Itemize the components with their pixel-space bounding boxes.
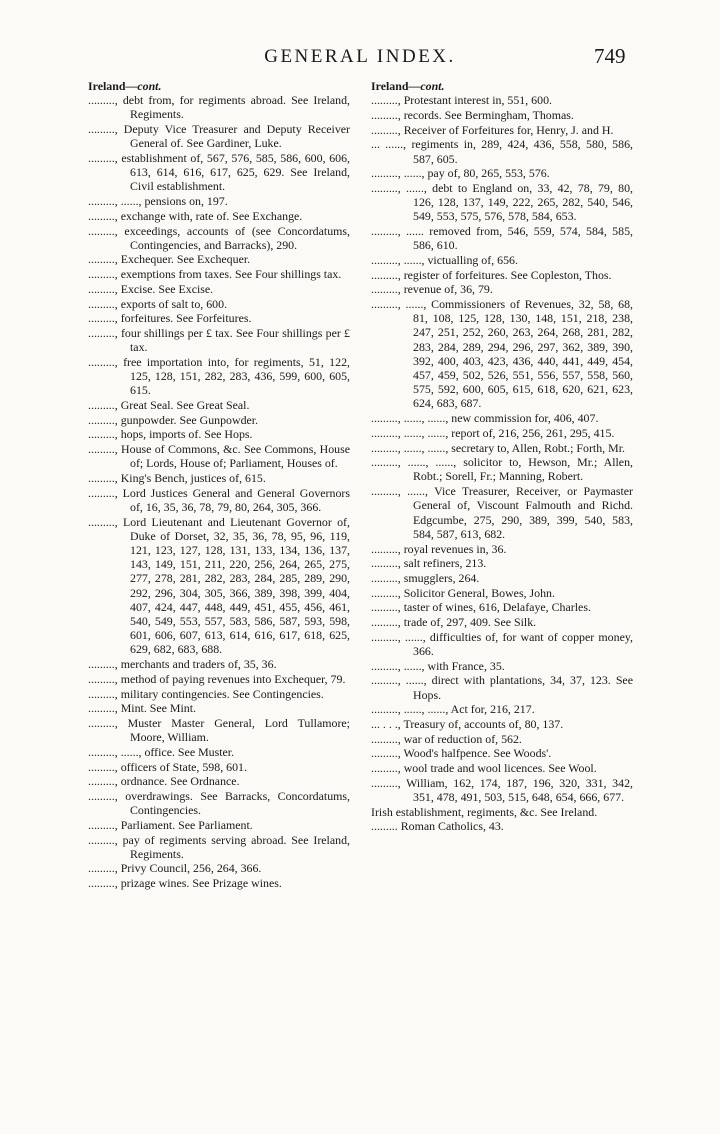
index-entry: ........., establishment of, 567, 576, 585, 586, 600, 606, 613, 614, 616, 617, 625, 629. See Ireland, Civil establishment.	[88, 151, 350, 194]
index-entry: ........., exceedings, accounts of (see Concordatums, Contingencies, and Barracks), 290.	[88, 223, 350, 252]
index-entries-left	[88, 93, 350, 890]
index-entry: ........., ......, victualling of, 656.	[371, 252, 518, 267]
index-entry: ........., officers of State, 598, 601.	[88, 759, 247, 774]
index-entry: ........., royal revenues in, 36.	[371, 541, 507, 556]
index-entry: ........., taster of wines, 616, Delafaye, Charles.	[371, 600, 591, 615]
index-entry: ........., pay of regiments serving abroad. See Ireland, Regiments.	[88, 832, 350, 861]
index-entry: ........., debt from, for regiments abroad. See Ireland, Regiments.	[88, 93, 350, 122]
index-entry: ........., ......, pay of, 80, 265, 553, 576.	[371, 166, 550, 181]
index-entry: ........., gunpowder. See Gunpowder.	[88, 412, 259, 427]
index-entry: ........., ordnance. See Ordnance.	[88, 774, 240, 789]
index-entry: Irish establishment, regiments, &c. See Ireland.	[371, 804, 598, 819]
index-entry: ........., ......, Vice Treasurer, Receiver, or Paymaster General of, Viscount Falmouth and Richd. Edgcumbe, 275, 290, 389, 399, 540, 583, 584, 587, 613, 682.	[371, 484, 633, 541]
index-entry: ........., records. See Bermingham, Thomas.	[371, 107, 574, 122]
index-entry: ........., smugglers, 264.	[371, 570, 480, 585]
index-entry: ........., Lord Lieutenant and Lieutenant Governor of, Duke of Dorset, 32, 35, 36, 78, 95, 96, 119, 121, 123, 127, 128, 131, 133, 134, 136, 137, 143, 149, 151, 211, 220, 256, 264, 265, 275, 277, 278, 281, 282, 283, 284, 285, 289, 290, 292, 296, 304, 305, 366, 389, 398, 399, 404, 407, 424, 447, 448, 449, 451, 455, 456, 461, 540, 549, 553, 557, 583, 586, 587, 593, 598, 601, 606, 607, 613, 614, 616, 617, 618, 625, 629, 682, 683, 688.	[88, 514, 350, 657]
index-entry: ........., ......, ......, secretary to, Allen, Robt.; Forth, Mr.	[371, 440, 625, 455]
index-entry: ........., ......, ......, new commission for, 406, 407.	[371, 411, 599, 426]
index-entry: ........., Lord Justices General and General Governors of, 16, 35, 36, 78, 79, 80, 264, 305, 366.	[88, 485, 350, 514]
page-number: 749	[594, 44, 626, 68]
page-header-title: GENERAL INDEX.	[264, 46, 456, 67]
continuation-heading	[371, 79, 633, 93]
continuation-marker: —cont.	[125, 79, 162, 93]
index-column-right	[371, 79, 633, 834]
index-entry: ........., ......, direct with plantations, 34, 37, 123. See Hops.	[371, 673, 633, 702]
index-entry: ........., Receiver of Forfeitures for, Henry, J. and H.	[371, 122, 614, 137]
index-entry: ........., House of Commons, &c. See Commons, House of; Lords, House of; Parliament, Houses of.	[88, 442, 350, 471]
index-entry: ........., ......, ......, solicitor to, Hewson, Mr.; Allen, Robt.; Sorell, Fr.; Manning, Robert.	[371, 455, 633, 484]
index-entry: ........., ......, difficulties of, for want of copper money, 366.	[371, 629, 633, 658]
index-entry: ........., war of reduction of, 562.	[371, 731, 522, 746]
index-entry: ........., Protestant interest in, 551, 600.	[371, 93, 552, 108]
index-entry: ........., ......, ......, Act for, 216, 217.	[371, 702, 535, 717]
continuation-heading-label: Ireland	[88, 79, 126, 93]
index-entry: ... ......, regiments in, 289, 424, 436, 558, 580, 586, 587, 605.	[371, 137, 633, 166]
index-entry: ........., King's Bench, justices of, 615.	[88, 470, 266, 485]
index-entry: ........., Wood's halfpence. See Woods'.	[371, 746, 552, 761]
continuation-heading	[88, 79, 350, 93]
index-entry: ........., Deputy Vice Treasurer and Deputy Receiver General of. See Gardiner, Luke.	[88, 122, 350, 151]
index-entry: ........., ......, office. See Muster.	[88, 744, 235, 759]
index-entry: ........., Mint. See Mint.	[88, 701, 197, 716]
index-entry: ........., free importation into, for regiments, 51, 122, 125, 128, 151, 282, 283, 436, 599, 600, 605, 615.	[88, 354, 350, 398]
index-column-left	[88, 79, 350, 891]
index-entry: ........., forfeitures. See Forfeitures.	[88, 311, 252, 326]
index-entry: ........., Excise. See Excise.	[88, 281, 214, 296]
index-entry: ........., Privy Council, 256, 264, 366.	[88, 861, 262, 876]
index-entry: ........., revenue of, 36, 79.	[371, 282, 493, 297]
index-entry: ........., exemptions from taxes. See Four shillings tax.	[88, 267, 342, 282]
index-entry: ........., overdrawings. See Barracks, Concordatums, Contingencies.	[88, 788, 350, 818]
index-entry: ........., merchants and traders of, 35, 36.	[88, 657, 277, 672]
continuation-marker: —cont.	[408, 79, 445, 93]
index-entries-right	[371, 93, 633, 833]
index-entry: ........., William, 162, 174, 187, 196, 320, 331, 342, 351, 478, 491, 503, 515, 648, 654, 666, 677.	[371, 775, 633, 804]
index-entry: ........., ...... removed from, 546, 559, 574, 584, 585, 586, 610.	[371, 224, 633, 253]
index-entry: ........., hops, imports of. See Hops.	[88, 427, 253, 442]
index-entry: ........., trade of, 297, 409. See Silk.	[371, 615, 537, 630]
index-entry: ........., Muster Master General, Lord Tullamore; Moore, William.	[88, 715, 350, 745]
index-entry: ........., Exchequer. See Exchequer.	[88, 252, 251, 267]
index-entry: ........., Great Seal. See Great Seal.	[88, 397, 250, 412]
index-entry: ........., salt refiners, 213.	[371, 556, 487, 571]
index-entry: ........., exchange with, rate of. See Exchange.	[88, 208, 303, 223]
index-entry: ......... Roman Catholics, 43.	[371, 819, 504, 834]
index-entry: ........., ......, with France, 35.	[371, 658, 505, 673]
index-entry: ........., ......, ......, report of, 216, 256, 261, 295, 415.	[371, 425, 615, 440]
index-entry: ........., exports of salt to, 600.	[88, 296, 228, 311]
index-entry: ........., register of forfeitures. See Copleston, Thos.	[371, 267, 612, 282]
index-entry: ........., wool trade and wool licences. See Wool.	[371, 761, 597, 776]
continuation-heading-label: Ireland	[371, 79, 409, 93]
index-entry: ........., ......, Commissioners of Revenues, 32, 58, 68, 81, 108, 125, 128, 130, 148, 151, 218, 238, 247, 251, 252, 260, 263, 264, 268, 281, 282, 283, 284, 289, 294, 296, 297, 362, 389, 390, 392, 400, 403, 423, 436, 440, 441, 449, 454, 457, 459, 502, 526, 551, 556, 557, 558, 560, 575, 592, 600, 605, 615, 618, 620, 621, 623, 624, 683, 687.	[371, 297, 633, 411]
index-entry: ........., prizage wines. See Prizage wines.	[88, 876, 282, 891]
index-entry: ........., ......, debt to England on, 33, 42, 78, 79, 80, 126, 128, 137, 149, 222, 265, 282, 540, 546, 549, 553, 575, 576, 578, 584, 653.	[371, 180, 633, 224]
index-entry: ........., military contingencies. See Contingencies.	[88, 686, 324, 701]
index-entry: ........., method of paying revenues into Exchequer, 79.	[88, 671, 346, 686]
index-entry: ........., ......, pensions on, 197.	[88, 194, 228, 209]
index-entry: ... . . ., Treasury of, accounts of, 80, 137.	[371, 716, 564, 731]
index-entry: ........., four shillings per £ tax. See Four shillings per £ tax.	[88, 325, 350, 355]
index-entry: ........., Solicitor General, Bowes, John.	[371, 585, 555, 600]
index-entry: ........., Parliament. See Parliament.	[88, 817, 253, 832]
